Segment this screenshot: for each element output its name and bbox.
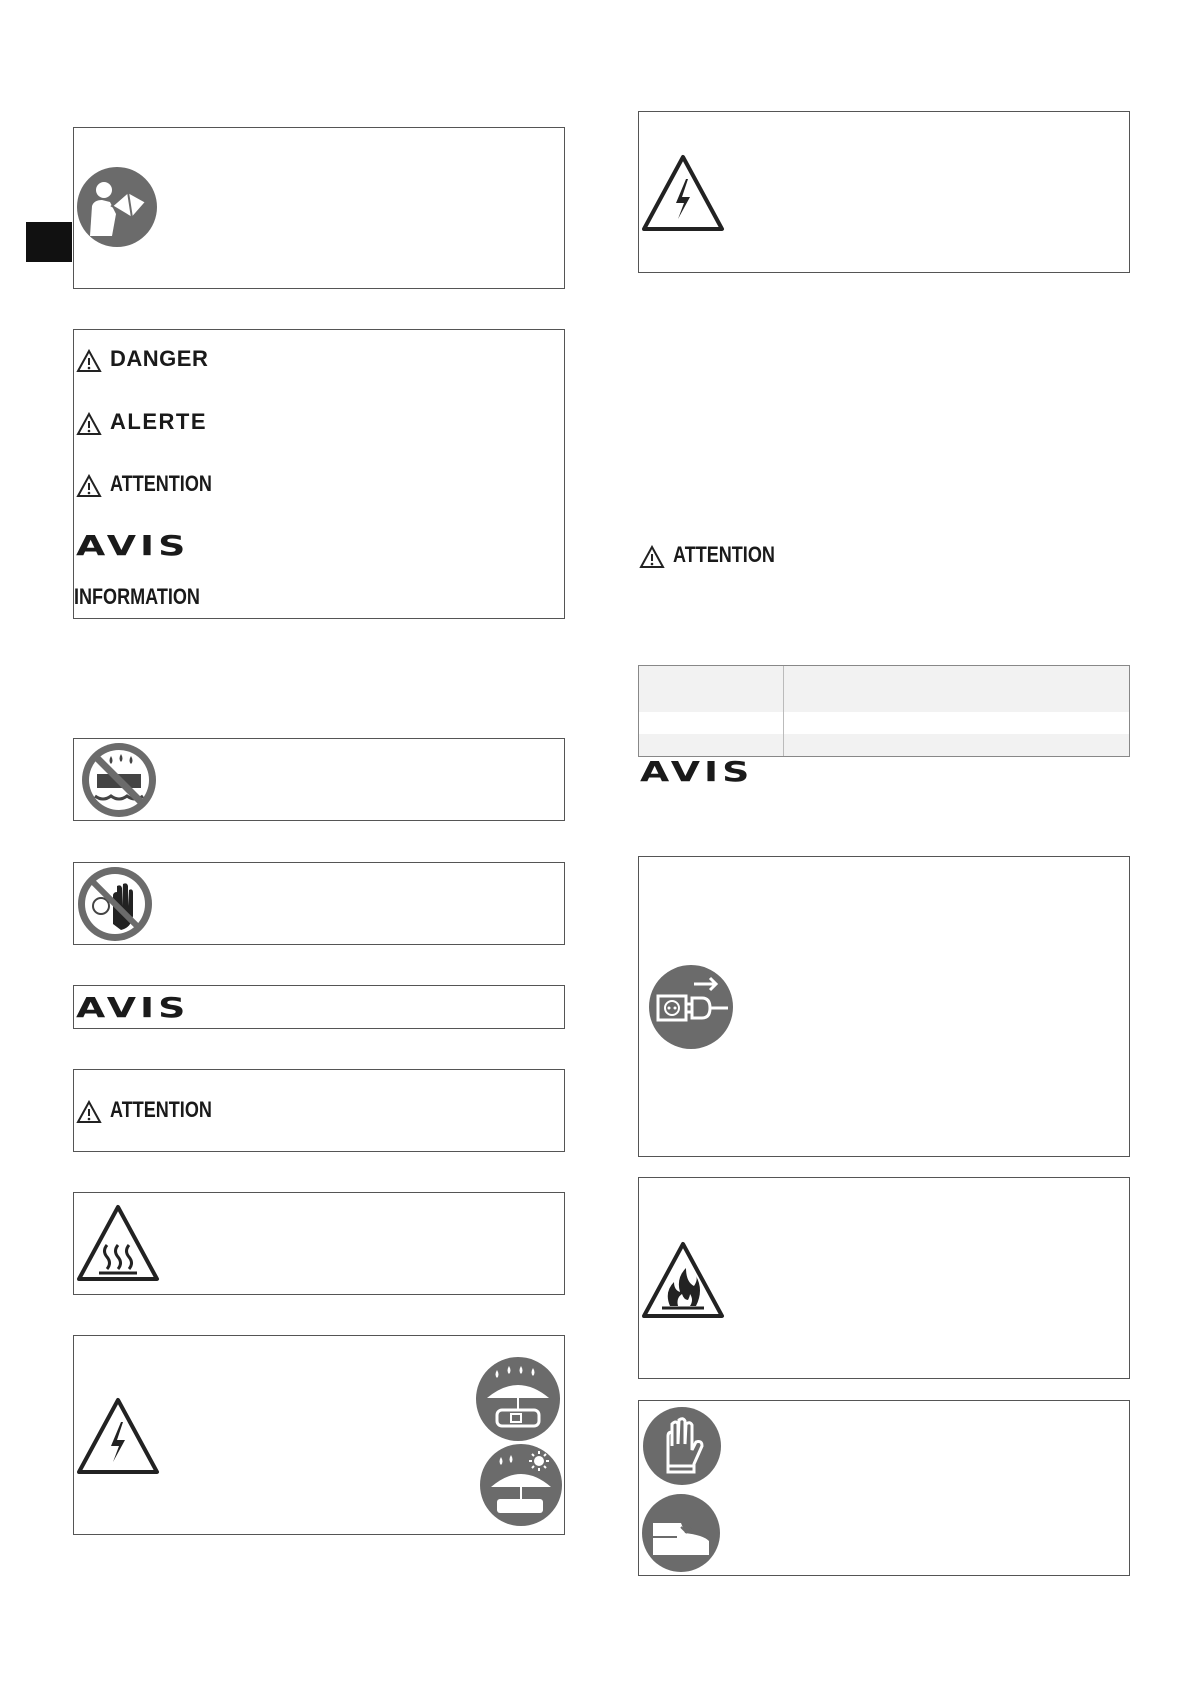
electric-weather-box: [73, 1335, 565, 1535]
table-header-row: [639, 666, 1129, 713]
ppe-box: [638, 1400, 1130, 1576]
fire-hazard-box: [638, 1177, 1130, 1379]
attention-label: ATTENTION: [110, 1097, 212, 1122]
avis-box: [73, 985, 565, 1029]
spec-table: [638, 665, 1130, 757]
no-water-spray-icon: [81, 742, 157, 818]
unplug-box: [638, 856, 1130, 1157]
danger-label: DANGER: [110, 346, 209, 371]
no-touch-box: [73, 862, 565, 945]
information-label: INFORMATION: [74, 584, 200, 609]
avis-label: AVIS: [76, 991, 190, 1024]
attention-label: ATTENTION: [673, 542, 775, 567]
table-row: [639, 734, 1129, 756]
signal-words-box: [73, 329, 565, 619]
avis-label: AVIS: [640, 755, 754, 788]
rain-protection-icon: [475, 1356, 561, 1442]
electric-shock-box: [638, 111, 1130, 273]
read-manual-icon: [76, 166, 158, 248]
warning-triangle-icon: [639, 545, 665, 569]
warning-triangle-icon: [76, 349, 102, 373]
warning-triangle-icon: [76, 412, 102, 436]
warning-triangle-icon: [76, 1100, 102, 1124]
warning-triangle-icon: [76, 474, 102, 498]
sun-rain-protection-icon: [479, 1443, 563, 1527]
fire-hazard-icon: [640, 1240, 726, 1320]
hot-surface-icon: [75, 1203, 161, 1283]
no-water-spray-box: [73, 738, 565, 821]
hot-surface-box: [73, 1192, 565, 1295]
alerte-label: ALERTE: [110, 409, 207, 434]
read-manual-box: [73, 127, 565, 289]
no-touch-hand-icon: [77, 866, 153, 942]
avis-label: AVIS: [76, 529, 190, 562]
safety-boots-icon: [641, 1493, 721, 1573]
electric-shock-icon: [640, 153, 726, 233]
attention-box: [73, 1069, 565, 1152]
table-column-divider: [783, 666, 784, 756]
attention-label: ATTENTION: [110, 471, 212, 496]
table-row: [639, 712, 1129, 735]
language-tab-marker: [26, 222, 72, 262]
electric-shock-icon: [75, 1396, 161, 1476]
unplug-icon: [648, 964, 734, 1050]
gloves-icon: [642, 1406, 722, 1486]
